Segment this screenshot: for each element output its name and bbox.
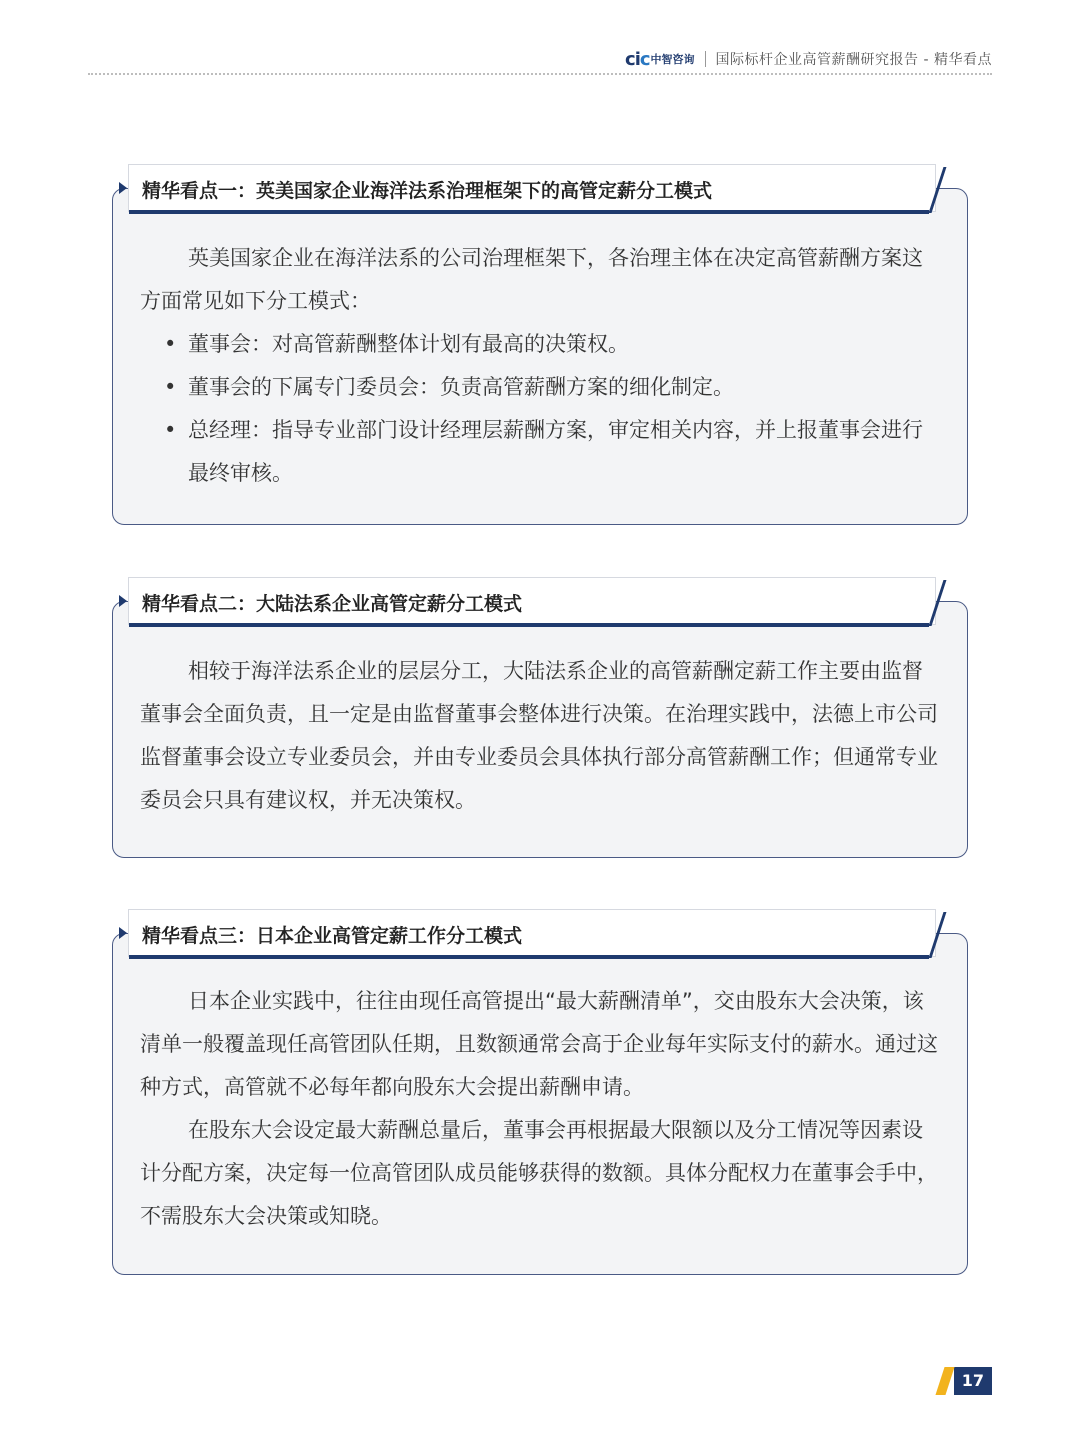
section-3-title: 精华看点三：日本企业高管定薪工作分工模式 bbox=[142, 925, 523, 947]
section-3-tab bbox=[128, 909, 936, 957]
page-number-badge bbox=[940, 1367, 992, 1395]
page-number: 17 bbox=[954, 1367, 992, 1395]
section-1-tab bbox=[128, 164, 936, 212]
section-3-body bbox=[140, 980, 940, 1238]
arrow-right-icon bbox=[119, 595, 127, 607]
accent-stripe bbox=[935, 1367, 954, 1395]
company-logo bbox=[625, 49, 695, 70]
list-item: • 董事会的下属专门委员会：负责高管薪酬方案的细化制定。 bbox=[140, 366, 940, 409]
tab-underline bbox=[129, 955, 929, 959]
paragraph: 相较于海洋法系企业的层层分工，大陆法系企业的高管薪酬定薪工作主要由监督董事会全面负责，且一定是由监督董事会整体进行决策。在治理实践中，法德上市公司监督董事会设立专业委员会，并由专业委员会具体执行部分高管薪酬工作；但通常专业委员会只具有建议权，并无决策权。 bbox=[140, 659, 938, 812]
bullet-list bbox=[140, 323, 940, 495]
paragraph: 在股东大会设定最大薪酬总量后，董事会再根据最大限额以及分工情况等因素设计分配方案，决定每一位高管团队成员能够获得的数额。具体分配权力在董事会手中，不需股东大会决策或知晓。 bbox=[140, 1118, 938, 1228]
arrow-right-icon bbox=[119, 927, 127, 939]
tab-underline bbox=[129, 210, 929, 214]
header-divider bbox=[705, 51, 706, 67]
header-dotted-rule bbox=[88, 73, 992, 75]
list-item: • 总经理：指导专业部门设计经理层薪酬方案，审定相关内容，并上报董事会进行最终审核。 bbox=[140, 409, 940, 495]
logo-mark: cic bbox=[625, 48, 650, 70]
logo-text: 中智咨询 bbox=[650, 53, 695, 66]
section-2-body bbox=[140, 650, 940, 822]
page-header bbox=[625, 46, 992, 72]
list-item: • 董事会：对高管薪酬整体计划有最高的决策权。 bbox=[140, 323, 940, 366]
paragraph: 日本企业实践中，往往由现任高管提出“最大薪酬清单”，交由股东大会决策，该清单一般覆盖现任高管团队任期，且数额通常会高于企业每年实际支付的薪水。通过这种方式，高管就不必每年都向股东大会提出薪酬申请。 bbox=[140, 989, 938, 1099]
section-1-body bbox=[140, 237, 940, 495]
arrow-right-icon bbox=[119, 182, 127, 194]
section-1-title: 精华看点一：英美国家企业海洋法系治理框架下的高管定薪分工模式 bbox=[142, 180, 713, 202]
section-2-tab bbox=[128, 577, 936, 625]
report-title: 国际标杆企业高管薪酬研究报告 - 精华看点 bbox=[715, 52, 992, 68]
paragraph: 英美国家企业在海洋法系的公司治理框架下，各治理主体在决定高管薪酬方案这方面常见如下分工模式： bbox=[140, 246, 923, 313]
tab-underline bbox=[129, 623, 929, 627]
section-2-title: 精华看点二：大陆法系企业高管定薪分工模式 bbox=[142, 593, 523, 615]
